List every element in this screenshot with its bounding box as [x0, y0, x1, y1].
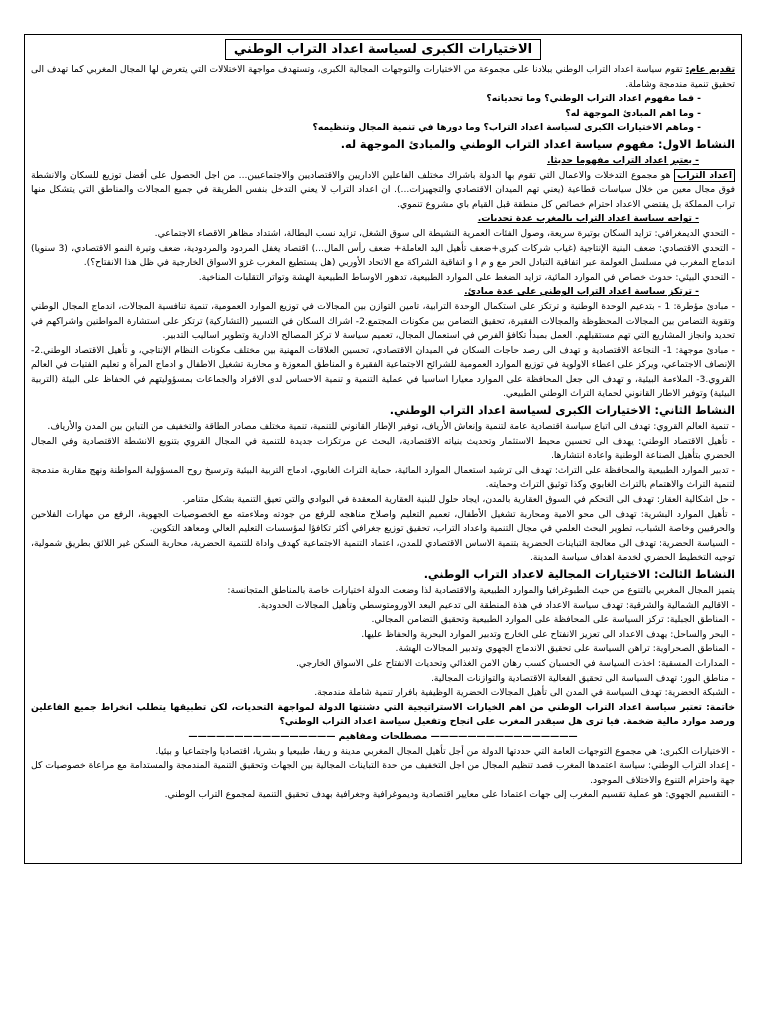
section-1-subheading: - تواجه سياسة اعداد التراب بالمغرب عدة تحديات. [477, 213, 699, 225]
intro-question: - فما مفهوم اعداد التراب الوطني؟ وما تحدياته؟ [486, 93, 701, 105]
challenge-item: - التحدي الاقتصادي: ضعف البنية الإنتاجية (غياب شركات كبرى+ضعف تأهيل اليد العاملة+ ضعف رأس المال...) اقتصاد يغفل المردود والمردودية، ضعف وتيرة النمو الاقتصادي، (3 سنويا) اندماج المغرب في مسلسل العولمة عبر اتفاقية التبادل الحر مع و م ا و اتفاقية الشراكة مع الاتحاد الأوربي (هل يستطيع المغرب غزو الاسواق الخارجية في ظل هذا الانفتاح؟). [31, 242, 736, 269]
choice-item: - حل اشكالية العقار: تهدف الى التحكم في السوق العقارية بالمدن، ايجاد حلول للبنية العقارية المعقدة في البوادي والتي تعيق التنمية بشكل متنامر. [182, 494, 735, 506]
intro-paragraph [31, 63, 735, 92]
choice-item: - السياسة الحضرية: تهدف الى معالجة التباينات الحضرية بتنمية الاساس الاقتصادي للمدن، اعتماد التنمية الاجتماعية كهدف واداة للتنمية الحضرية، محاربة السكن غير اللائق بطريق شمولية، توجيه التخطيط الحضري لخدمة اهداف سياسة المدينة. [31, 537, 735, 564]
document-title-box [31, 39, 735, 60]
divider-line: ———————————————— [188, 730, 336, 742]
region-item: - المناطق الصحراوية: تراهن السياسة على تحقيق الاندماج الجهوي وتدبير المجالات الهشة. [395, 643, 735, 655]
glossary-heading: مصطلحات ومفاهيم [338, 730, 428, 742]
glossary-item: - الاختيارات الكبرى: هي مجموع التوجهات العامة التي حددتها الدولة من أجل تأهيل المجال المغربي مدينة و ريفا، طبيعيا و بشريا، اقتصاديا واجتماعيا و بيئيا. [155, 745, 735, 757]
document-title: الاختيارات الكبرى لسياسة اعداد التراب الوطني [225, 39, 541, 60]
glossary-item: - التقسيم الجهوي: هو عملية تقسيم المغرب إلى جهات اعتمادا على معايير اقتصادية وديموغرافية وجغرافية بهدف تحقيق التنمية لمجموع التراب الوطني. [164, 789, 735, 801]
region-item: - مناطق البور: تهدف السياسة الى تحقيق الفعالية الاقتصادية والتوازنات المجالية. [431, 672, 735, 684]
definition-paragraph [31, 169, 735, 213]
section-1-heading: النشاط الاول: مفهوم سياسة اعداد التراب الوطني والمبادئ الموجهة له. [340, 137, 735, 151]
choice-item: - تأهيل الموارد البشرية: تهدف الى محو الامية ومحاربة تشغيل الأطفال، تعميم التعليم واصلاح مناهجه للرفع من جودته وملاءمته مع الخصوصيات الجهوية، الرفع من مهارات الفلاحين والحرفيين وخاصة الشباب، تطوير البحث العلمي في مجال التنمية واعداد التراب، تحقيق توزيع جغرافي أكثر تكافؤا لمؤسسات التعليم العالي ومعاهد التكوين. [31, 508, 735, 535]
conclusion-paragraph: خاتمة: تعتبر سياسة اعداد التراب الوطني من اهم الخيارات الاستراتيجية التي دشنتها الدولة لمواجهة التحديات، لكن تطبيقها يتطلب انخراط جميع الفاعلين ورصد موارد مالية ضخمة. فيا ترى هل سيقدر المغرب على انجاح وتفعيل سياسة اعداد التراب الوطني؟ [31, 701, 735, 728]
intro-text: تقوم سياسة اعداد التراب الوطني ببلادنا على مجموعة من الاختيارات والتوجهات المجالية الكبرى، وتستهدف مواجهة الاختلالات التي يتعرض لها المجال المغربي كما تهدف الى تحقيق تنمية مندمجة وشاملة. [31, 64, 735, 90]
choice-item: - تنمية العالم القروي: تهدف الى اتباع سياسة اقتصادية عامة لتنمية وإنعاش الأرياف، توفير الإطار القانوني للتنمية، تنمية مختلف مصادر الطاقة والتخفيف من التباين بين المدن والأرياف. [47, 421, 735, 433]
region-item: - المناطق الجبلية: تركز السياسة على المحافظة على الموارد الطبيعية وتحقيق التضامن المجالي. [371, 614, 735, 626]
region-item: - الاقاليم الشمالية والشرقية: تهدف سياسة الاعداد في هذة المنطقة الى تدعيم البعد الاورومتوسطي وتأهيل المجالات الحدودية. [257, 599, 735, 611]
section-1-subheading: - ترتكز سياسة اعداد التراب الوطني على عدة مبادئ. [464, 286, 699, 298]
glossary-item: - إعداد التراب الوطني: سياسة اعتمدها المغرب قصد تنظيم المجال من اجل التخفيف من حدة التباينات المجالية بين الجهات وتحقيق التنمية المندمجة والمستدامة مع مراعاة خصوصيات كل جهة واحترام التنوع والاختلاف الموجود. [31, 760, 735, 786]
definition-text: هو مجموع التدخلات والاعمال التي تقوم بها الدولة باشراك مختلف الفاعلين الاداريين والاقتصاديين والاجتماعيين... من اجل الحصول على أفضل توزيع للسكان والانشطة فوق مجال معين من خلال سياسات قطاعية (يعني تهم الميدان الاقتصادي والتجهيزات...). ان اعداد التراب لا يعني التدخل بنفس الطريقة في جميع المجالات والمناطق التي يتشكل منها تراب المملكة بل يقتضي الاعداد احترام خصائص كل منطقة قبل القيام باي مشروع تنموي. [31, 169, 735, 210]
region-item: - الشبكة الحضرية: تهدف السياسة في المدن الى تأهيل المجالات الحضرية الوظيفية بافرار تنمية شاملة مندمجة. [314, 687, 735, 699]
section-1-subheading: - يعتبر اعداد التراب مفهوما حديثا. [546, 154, 699, 166]
challenge-item: - التحدي الديمغرافي: تزايد السكان بوتيرة سريعة، وصول الفئات العمرية النشيطة الى سوق الشغل، تزايد نسب البطالة، اشتداد مظاهر الاقصاء الاجتماعي. [154, 227, 735, 239]
divider-line: ———————————————— [430, 730, 578, 742]
principle-item: - مبادئ مؤطرة: 1 - بتدعيم الوحدة الوطنية و ترتكز على استكمال الوحدة الترابية، تامين التوازن بين المجالات في توزيع الموارد العمومية، تنمية تنافسية المجالات، اندماج المجال الوطني وتقوية التضامن بين المجالات المحظوظة والمجالات الفقيرة، تحقيق التضامن بين مكونات المجتمع.2- اشراك السكان في التسيير (التشاركية) ترتكز على استشارة المواطنين واشراكهم في تحديد وانجاز المشاريع التي تهم مستقبلهم. العمل بمبدأ تكافؤ الفرص في استعمال المجال، تعميم سياسة لا تركز المصالح الادارية وتطوير اساليب التدبير. [31, 300, 735, 342]
glossary-divider [31, 730, 735, 745]
intro-question: - وماهم الاختيارات الكبرى لسياسة اعداد التراب؟ وما دورها في تنمية المجال وتنظيمه؟ [312, 122, 701, 134]
region-item: - البحر والساحل: يهدف الاعداد الى تعزيز الانفتاح على الخارج وتدبير الموارد البحرية والحفاظ عليها. [361, 628, 735, 640]
choice-item: - تأهيل الاقتصاد الوطني: يهدف الى تحسين محيط الاستثمار وتحديث بنياته الاقتصادية، البحث عن مرتكزات جديدة للتنمية في المجال القروي بتنويع الانشطة الاقتصادية وفي المجال الحضري بتأهيل الصناعة الوطنية واعادة انتشارها. [31, 435, 735, 462]
challenge-item: - التحدي البيئي: حدوث خصاص في الموارد المائية، تزايد الضغط على الموارد الطبيعية، تدهور الاوساط الطبيعية الهشة وتواتر التقلبات المناخية. [198, 271, 735, 283]
intro-question: - وما اهم المبادئ الموجهة له؟ [565, 107, 701, 119]
section-2-heading: النشاط الثاني: الاختيارات الكبرى لسياسة اعداد التراب الوطني. [389, 404, 735, 418]
region-item: - المدارات المسقية: اخذت السياسة في الحسبان كسب رهان الامن الغذائي وتحديات الانفتاح على الاسواق الخارجي. [295, 657, 735, 669]
choice-item: - تدبير الموارد الطبيعية والمحافظة على التراث: تهدف الى ترشيد استعمال الموارد المائية، حماية التراث الغابوي، ادماج التربية البيئية وترسيخ روح المسؤولية المواطنة ونهج مقاربة مندمجة لتنمية التراث والاهتمام بالتراث الغابوي وكذا توثيق التراث وحمايته. [31, 464, 735, 491]
intro-label: تقديم عام: [685, 64, 736, 75]
definition-term: اعداد التراب [674, 169, 735, 182]
section-3-heading: النشاط الثالث: الاختيارات المجالية لاعداد التراب الوطني. [423, 568, 735, 581]
section-3-intro: يتميز المجال المغربي بالتنوع من حيث الطبوغرافيا والموارد الطبيعية والاقتصادية لذا وضعت الدولة اختيارات خاصة بالمناطق المتجانسة: [227, 585, 735, 596]
principle-item: - مبادئ موجهة: 1- النجاعة الاقتصادية و تهدف الى رصد حاجات السكان في الميدان الاقتصادي، تحسين العلاقات المهنية بين مختلف مكونات النظام الإنتاجي، و تأهيل الاقتصاد الوطني.2- الإنصاف الاجتماعي، ويركز على اعطاء الاولوية في توزيع الموارد العمومية للشرائح الاجتماعية الفقيرة و المناطق المعوزة و محاربة تشغيل الاطفال و ادماج المرأة و تعليم الفتيات في العالم القروي.3- الملاءمة البيئية، و تهدف الى جعل المحافظة على الموارد معيارا اساسيا في عملية التنمية و تنمية الاحساس لدى الافراد والجماعات بمسؤوليتهم في الحفاظ على البيئة (التربية البيئية) وتوفير الاطار القانوني لحماية التراث الوطني الطبيعي. [31, 344, 735, 400]
document-page [24, 34, 742, 864]
